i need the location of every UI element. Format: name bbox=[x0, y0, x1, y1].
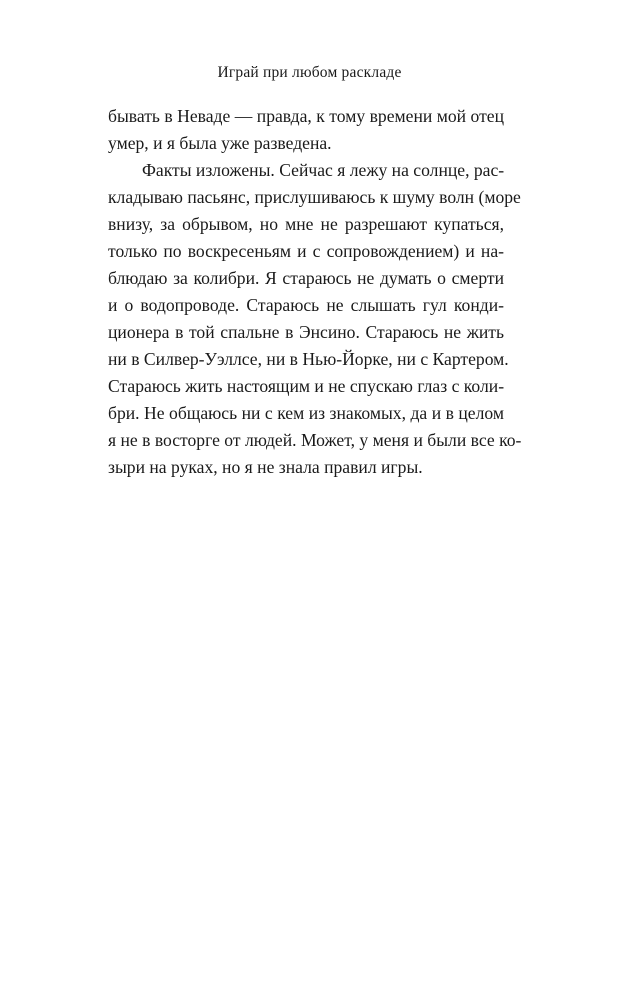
text-line: Факты изложены. Сейчас я лежу на солнце, рас- bbox=[142, 160, 505, 180]
paragraph bbox=[108, 157, 522, 481]
paragraph bbox=[108, 103, 504, 157]
text-line: Стараюсь жить настоящим и не спускаю глаз с коли- bbox=[108, 376, 505, 396]
text-line: только по воскресеньям и с сопровождением) и на- bbox=[108, 241, 504, 261]
text-line: бывать в Неваде — правда, к тому времени мой отец bbox=[108, 106, 504, 126]
text-line: кладываю пасьянс, прислушиваюсь к шуму волн (море bbox=[108, 187, 521, 207]
text-line: ни в Силвер-Уэллсе, ни в Нью-Йорке, ни с Картером. bbox=[108, 349, 509, 369]
body-text bbox=[108, 103, 522, 481]
text-line: зыри на руках, но я не знала правил игры. bbox=[108, 457, 423, 477]
text-line: и о водопроводе. Стараюсь не слышать гул конди- bbox=[108, 295, 504, 315]
text-line: я не в восторге от людей. Может, у меня и были все ко- bbox=[108, 430, 522, 450]
text-line: ционера в той спальне в Энсино. Стараюсь не жить bbox=[108, 322, 504, 342]
text-line: умер, и я была уже разведена. bbox=[108, 133, 332, 153]
text-line: бри. Не общаюсь ни с кем из знакомых, да и в целом bbox=[108, 403, 504, 423]
running-head: Играй при любом раскладе bbox=[217, 64, 402, 81]
text-line: блюдаю за колибри. Я стараюсь не думать о смерти bbox=[108, 268, 504, 288]
text-line: внизу, за обрывом, но мне не разрешают купаться, bbox=[108, 214, 504, 234]
